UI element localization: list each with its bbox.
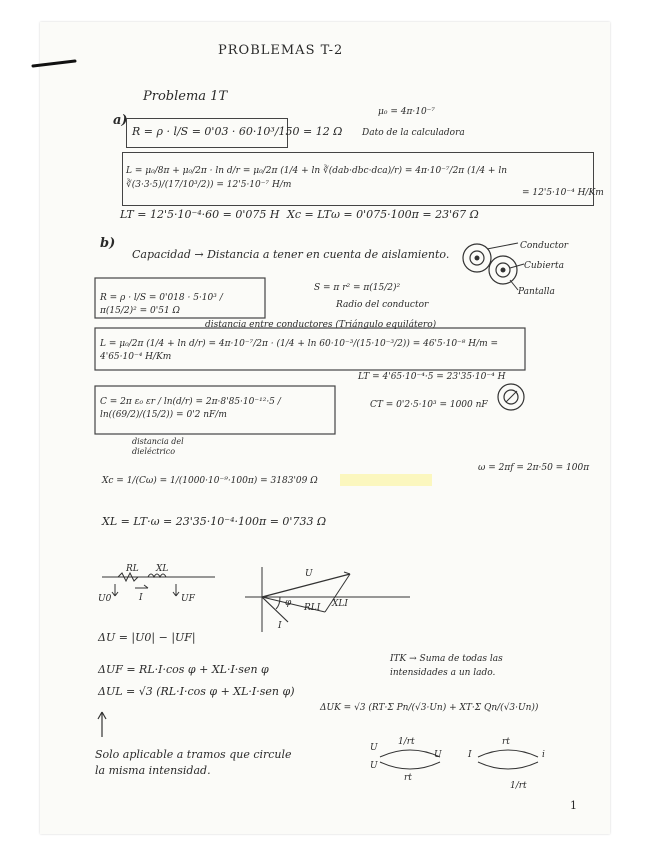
sym-left-5: U <box>434 750 442 760</box>
ct-b: CT = 0'2·5·10³ = 1000 nF <box>370 400 488 410</box>
inductance-b: L = μ₀/2π (1/4 + ln d/r) = 4π·10⁻⁷/2π · (1/4 + ln 60·10⁻³/(15·10⁻³/2)) = 46'5·10⁻⁸ H/m = 4'65·10⁻⁴ H/Km <box>100 339 499 362</box>
circuit-u0: U0 <box>98 594 112 604</box>
highlight-mark <box>340 474 432 486</box>
pen-stroke <box>30 58 80 72</box>
page-number: 1 <box>570 799 577 812</box>
phasor-xl: XLI <box>332 599 348 609</box>
label-conductor: Conductor <box>520 241 569 251</box>
part-b-label: b) <box>100 236 116 251</box>
duk: ΔUK = √3 (RT·Σ Pn/(√3·Un) + XT·Σ Qn/(√3·Un)) <box>320 703 539 713</box>
inductance-a: L = μ₀/8π + μ₀/2π · ln d/r = μ₀/2π (1/4 + ln ∛(dab·dbc·dca)/r) = 4π·10⁻⁷/2π (1/4 + ln ∛(3·3·5)/(17/10³/2)) = 12'5·10⁻⁷ H/m <box>126 166 508 190</box>
notebook-page <box>40 22 610 834</box>
inductance-b-note: distancia entre conductores (Triángulo equilátero) <box>205 320 437 330</box>
circuit-xl: XL <box>156 564 169 574</box>
circuit-rl: RL <box>126 564 139 574</box>
phasor-i: I <box>278 621 282 631</box>
capacity-intro: Capacidad → Distancia a tener en cuenta de aislamiento. <box>132 248 450 261</box>
mu-note: μ₀ = 4π·10⁻⁷ <box>378 107 436 117</box>
sym-right-4: 1/rt <box>510 781 527 791</box>
xl-b: XL = LT·ω = 23'35·10⁻⁴·100π = 0'733 Ω <box>102 515 327 528</box>
problem-heading: Problema 1T <box>143 89 228 104</box>
sym-left-4: rt <box>404 773 412 783</box>
phasor-rl: RLI <box>304 603 321 613</box>
label-pantalla: Pantalla <box>518 287 555 297</box>
sym-right-1: I <box>468 750 472 760</box>
sym-left-3: 1/rt <box>398 737 415 747</box>
area-caption: Radio del conductor <box>336 300 429 310</box>
itk-note: ITK → Suma de todas las intensidades a un lado. <box>390 654 503 678</box>
capacitance-b: C = 2π ε₀ εr / ln(d/r) = 2π·8'85·10⁻¹²·5 / ln((69/2)/(15/2)) = 0'2 nF/m <box>100 397 281 420</box>
inductance-a-km: = 12'5·10⁻⁴ H/Km <box>522 188 604 198</box>
sym-right-3: i <box>542 750 545 760</box>
page-title: PROBLEMAS T-2 <box>218 43 344 58</box>
capacitance-caption: distancia del dieléctrico <box>132 437 184 456</box>
xc-a: Xc = LTω = 0'075·100π = 23'67 Ω <box>287 208 479 221</box>
duf: ΔUF = RL·I·cos φ + XL·I·sen φ <box>98 663 269 676</box>
du: ΔU = |U0| − |UF| <box>98 631 196 644</box>
circuit-i: I <box>139 593 143 603</box>
resistance-b: R = ρ · l/S = 0'018 · 5·10³ / π(15/2)² = 0'51 Ω <box>100 293 223 316</box>
phasor-u: U <box>305 569 313 579</box>
sym-left-2: U <box>370 761 378 771</box>
dul: ΔUL = √3 (RL·I·cos φ + XL·I·sen φ) <box>98 685 295 698</box>
phasor-phi: φ <box>285 598 292 608</box>
area-b: S = π r² = π(15/2)² <box>314 283 401 293</box>
sym-right-2: rt <box>502 737 510 747</box>
omega: ω = 2πf = 2π·50 = 100π <box>478 463 590 473</box>
resistance-a: R = ρ · l/S = 0'03 · 60·10³/150 = 12 Ω <box>132 125 343 138</box>
lt-b: LT = 4'65·10⁻⁴·5 = 23'35·10⁻⁴ H <box>358 372 506 382</box>
lt-a: LT = 12'5·10⁻⁴·60 = 0'075 H <box>120 208 280 221</box>
circuit-uf: UF <box>181 594 195 604</box>
label-cubierta: Cubierta <box>524 261 564 271</box>
xc-formula: Xc = 1/(Cω) = 1/(1000·10⁻⁹·100π) = 3183'09 Ω <box>102 476 318 486</box>
part-a-label: a) <box>113 113 128 128</box>
footnote: Solo aplicable a tramos que circule la misma intensidad. <box>95 748 292 777</box>
sym-left-1: U <box>370 743 378 753</box>
mu-caption: Dato de la calculadora <box>362 128 465 138</box>
